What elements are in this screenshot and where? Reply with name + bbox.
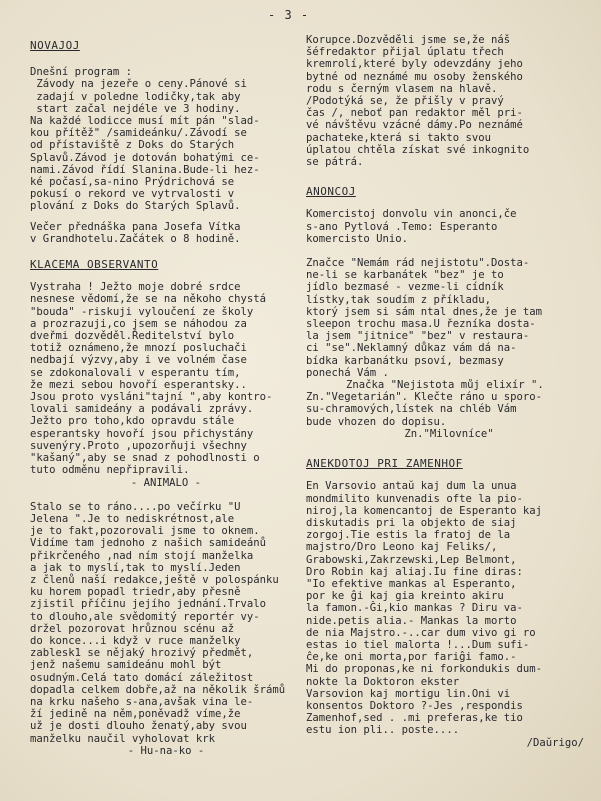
- anoncoj-signature: Zn."Milovníce": [404, 427, 494, 440]
- anoncoj-text: Komercistoj donvolu vin anonci,če s-ano Pytlová .Temo: Esperanto komercisto Unio.: [306, 208, 517, 245]
- story-signature: - Hu-na-ko -: [127, 744, 205, 757]
- klacema-signature: - ANIMALO -: [130, 476, 202, 489]
- anoncoj-elixir-text: Značka "Nejistota můj elixír ".: [346, 379, 544, 392]
- anekdotoj-signature: /Daŭrigo/: [526, 736, 584, 749]
- anekdotoj-heading: ANEKDOTOJ PRI ZAMENHOF: [306, 458, 463, 471]
- novajoj-program-text: Dnešní program : Závody na jezeře o ceny.Pánové si zadají v poledne lodičky,tak aby start začal nejdéle ve 3 hodiny. Na každé lodicce musí mít pán "slad- kou přítěž" /samideánku/.Závodí se od přístaviště z Doks do Starých Splavů.Závod je dotován bohatými ce- nami.Závod řídí Slanina.Bude-li hez- ké počasí,sa-nino Prýdrichová se pokusí o rekord ve vytrvalosti v plování z Doks do Starých Splavů.: [30, 66, 260, 213]
- anoncoj-vegetarian-text: Zn."Vegetarián". Klečte ráno u sporo- su-chramových,lístek na chléb Vám bude vhozen do dopisu.: [306, 391, 542, 428]
- novajoj-heading: NOVAJOJ: [30, 40, 80, 52]
- klacema-text: Vystraha ! Ježto moje dobré srdce nesnese vědomí,že se na někoho chystá "bouda" -riskuji vyloučení ze školy a prozrazuji,co jsem se náhodou za dveřmi dozvěděl.Ředitelství bylo totiž oznámeno,že mnozí posluchači nedbají výzvy,aby i ve volném čase se zdokonalovali v esperantu tím, že mezi sebou hovoří esperantsky.. Jsou proto vysláni"tajní ",aby kontro- lovali samideány a podávali zprávy. Ježto pro toho,kdo opravdu stále esperantsky hovoří jsou přichystány suvenýry.Proto ,upozorňuji všechny "kašaný",aby se snad z pohodlnosti o tuto odměnu nepřipravili.: [30, 281, 273, 477]
- novajoj-lecture-text: Večer přednáška pana Josefa Vítka v Grandhotelu.Začátek o 8 hodině.: [30, 220, 241, 245]
- anoncoj-heading: ANONCOJ: [306, 186, 356, 199]
- right-column: [306, 34, 592, 749]
- anoncoj-karbanatek-text: Značce "Nemám rád nejistotu".Dosta- ne-li se karbanátek "bez" je to jídlo bezmasé - vezme-li cídník lístky,tak soudím z příkladu, ktorý jsem si sám ntal dnes,že je tam sleepon trochu masa.U řezníka dosta- la jsem "jitnice" "bez" v restaura- ci "se".Neklamný důkaz vám dá na- bídka karbanátku psoví, bezmasy ponechá Vám .: [306, 257, 542, 379]
- korupce-text: Korupce.Dozvěděli jsme se,že náš šéfredaktor přijal úplatu třech kremrolí,které byly odevzdány jeho bytné od neznámé mu osoby ženského rodu s černým vlasem na hlavě. /Podotýká se, že přišly v pravý čas /, neboť pan redaktor měl pri- vé návštěvu vzácné dámy.Po neznámé pachateke,která si takto svou úplatou chtěla získat své inkognito se pátrá.: [306, 34, 530, 169]
- left-column: [30, 34, 302, 757]
- klacema-heading: KLAČEMA OBSERVANTO: [30, 259, 159, 272]
- page-number: - 3 -: [268, 8, 310, 22]
- anekdotoj-text: En Varsovio antaŭ kaj dum la unua mondmilito kunvenadis ofte la pio- niroj,la komencantoj de Esperanto kaj diskutadis pri la objekto de siaj zorgoj.Tie estis la fratoj de la majstro/Dro Leono kaj Feliks/, Grabowski,Zakrzewski,Lep Belmont, Dro Robin kaj aliaj.Iu fine diras: "Io efektive mankas al Esperanto, por ke ĝi kaj gia kreinto akiru la famon.-Ĝi,kio mankas ? Diru va- nide.petis alia.- Mankas la morto de nia Majstro.-..car dum vivo gi ro estas io tiel malorta !...Dum sufi- ĉe,ke oni morta,por fariĝi famo.- Mi do proponas,ke ni forkondukis dum- nokte la Doktoron ekster Varsovion kaj mortigu lin.Oni vi konsentos Doktoro ?-Jes ,respondis Zamenhof,sed . .mi preferas,ke tio estu ion pli.. poste....: [306, 480, 542, 737]
- story-text: Stalo se to ráno....po večírku "U Jelena ".Je to nediskrétnost,ale je to fakt,pozorovali jsme to oknem. Vidíme tam jednoho z našich samideánů přikrčeného ,nad ním stojí manželka a jak to myslí,tak to myslí.Jeden z členů naší redakce,ještě v polospánku ku horem popadl triedr,aby přesně zjistil příčinu jejího jednání.Trvalo to dlouho,ale svědomitý reportér vy- držel pozorovat hrůznou scénu až do konce...i když v ruce manželky zablesk1 se nějaký hrozivý předmět, jenž našemu samideánu mohl být osudným.Celá tato domácí záležitost dopadla celkem dobře,až na několik šrámů na krku našeho s-ana,avšak vina le- ží jedině na něm,poněvadž víme,že už je dosti dlouho ženatý,aby svou manželku naučil vyholovat krk: [30, 500, 286, 745]
